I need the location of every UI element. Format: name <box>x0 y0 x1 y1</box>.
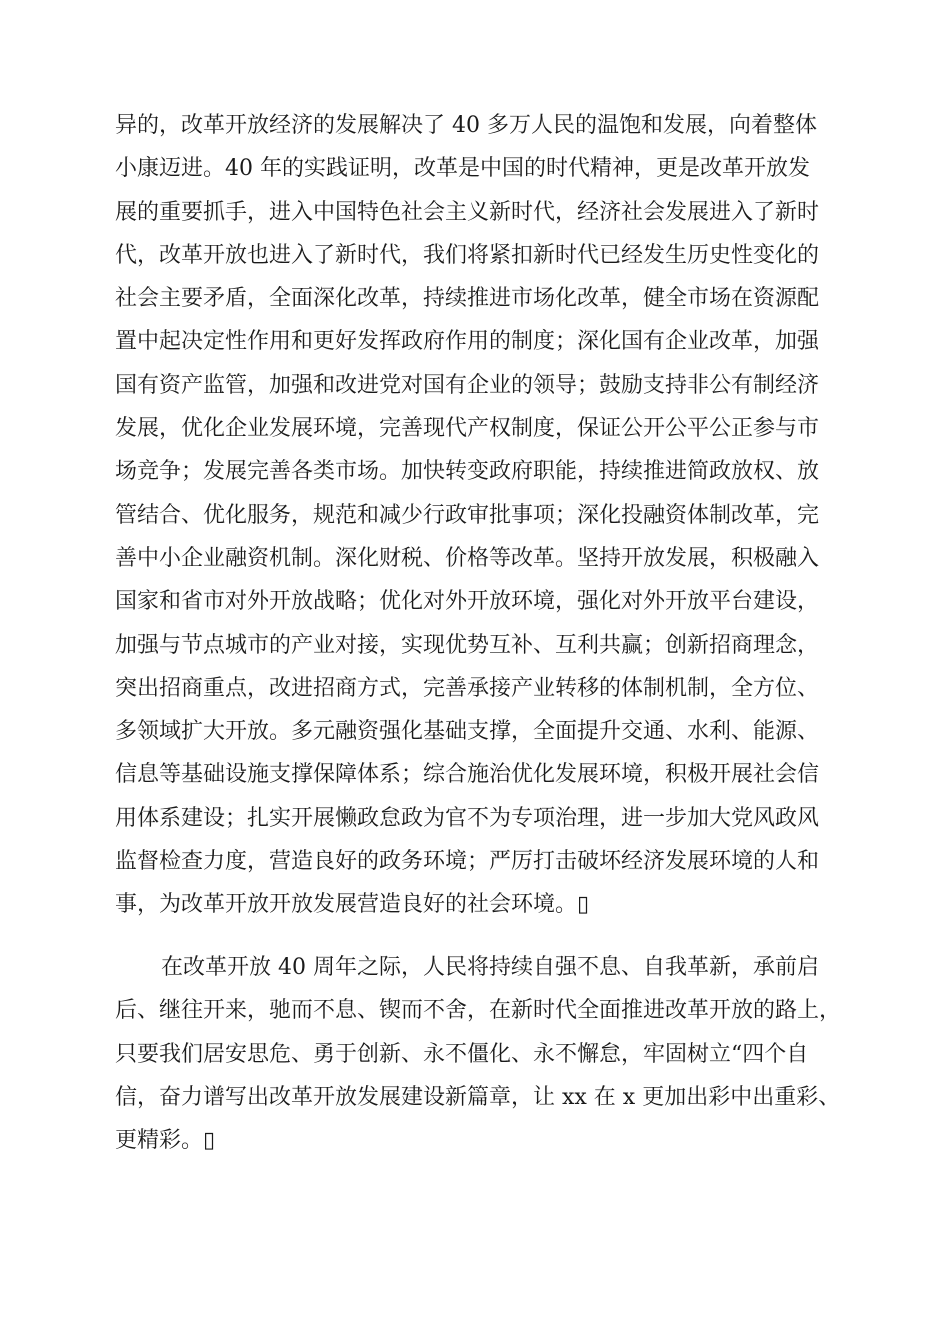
text-line: 在改革开放 40 周年之际，人民将持续自强不息、自我革新，承前启 <box>161 955 819 980</box>
text-line: 代，改革开放也进入了新时代，我们将紧扣新时代已经发生历史性变化的 <box>115 242 820 268</box>
text-line: 发展，优化企业发展环境，完善现代产权制度，保证公开公平公正参与市 <box>115 416 820 442</box>
text-line: 管结合、优化服务，规范和减少行政审批事项；深化投融资体制改革，完 <box>115 502 820 528</box>
text-line: 异的，改革开放经济的发展解决了 40 多万人民的温饱和发展，向着整体 <box>115 113 817 138</box>
text-line: 突出招商重点，改进招商方式，完善承接产业转移的体制机制，全方位、 <box>115 675 820 701</box>
text-line: 国家和省市对外开放战略；优化对外开放环境，强化对外开放平台建设， <box>115 589 820 615</box>
text-line: 信，奋力谱写出改革开放发展建设新篇章，让 xx 在 x 更加出彩中出重彩、 <box>115 1084 841 1110</box>
text-line: 加强与节点城市的产业对接，实现优势互补、互利共赢；创新招商理念， <box>115 632 820 658</box>
text-line: 事，为改革开放开放发展营造良好的社会环境。▯ <box>115 892 590 918</box>
text-line: 监督检查力度，营造良好的政务环境；严厉打击破坏经济发展环境的人和 <box>115 849 820 875</box>
paragraph-1 <box>115 104 845 927</box>
text-line: 信息等基础设施支撑保障体系；综合施治优化发展环境，积极开展社会信 <box>115 762 820 788</box>
text-line: 置中起决定性作用和更好发挥政府作用的制度；深化国有企业改革，加强 <box>115 329 820 355</box>
text-line: 国有资产监管，加强和改进党对国有企业的领导；鼓励支持非公有制经济 <box>115 372 820 398</box>
text-line: 只要我们居安思危、勇于创新、永不僵化、永不懈怠，牢固树立“四个自 <box>115 1041 809 1067</box>
text-line: 后、继往开来，驰而不息、锲而不舍，在新时代全面推进改革开放的路上， <box>115 998 842 1024</box>
text-line: 展的重要抓手，进入中国特色社会主义新时代，经济社会发展进入了新时 <box>115 199 820 225</box>
text-line: 小康迈进。40 年的实践证明，改革是中国的时代精神，更是改革开放发 <box>115 156 810 182</box>
text-line: 用体系建设；扎实开展懒政怠政为官不为专项治理，进一步加大党风政风 <box>115 805 820 831</box>
text-line: 多领域扩大开放。多元融资强化基础支撑，全面提升交通、水利、能源、 <box>115 719 820 745</box>
text-line: 场竞争；发展完善各类市场。加快转变政府职能，持续推进简政放权、放 <box>115 459 820 485</box>
text-line: 社会主要矛盾，全面深化改革，持续推进市场化改革，健全市场在资源配 <box>115 286 820 312</box>
text-line: 更精彩。▯ <box>115 1128 216 1154</box>
paragraph-2 <box>115 946 845 1162</box>
text-line: 善中小企业融资机制。深化财税、价格等改革。坚持开放发展，积极融入 <box>115 545 820 571</box>
